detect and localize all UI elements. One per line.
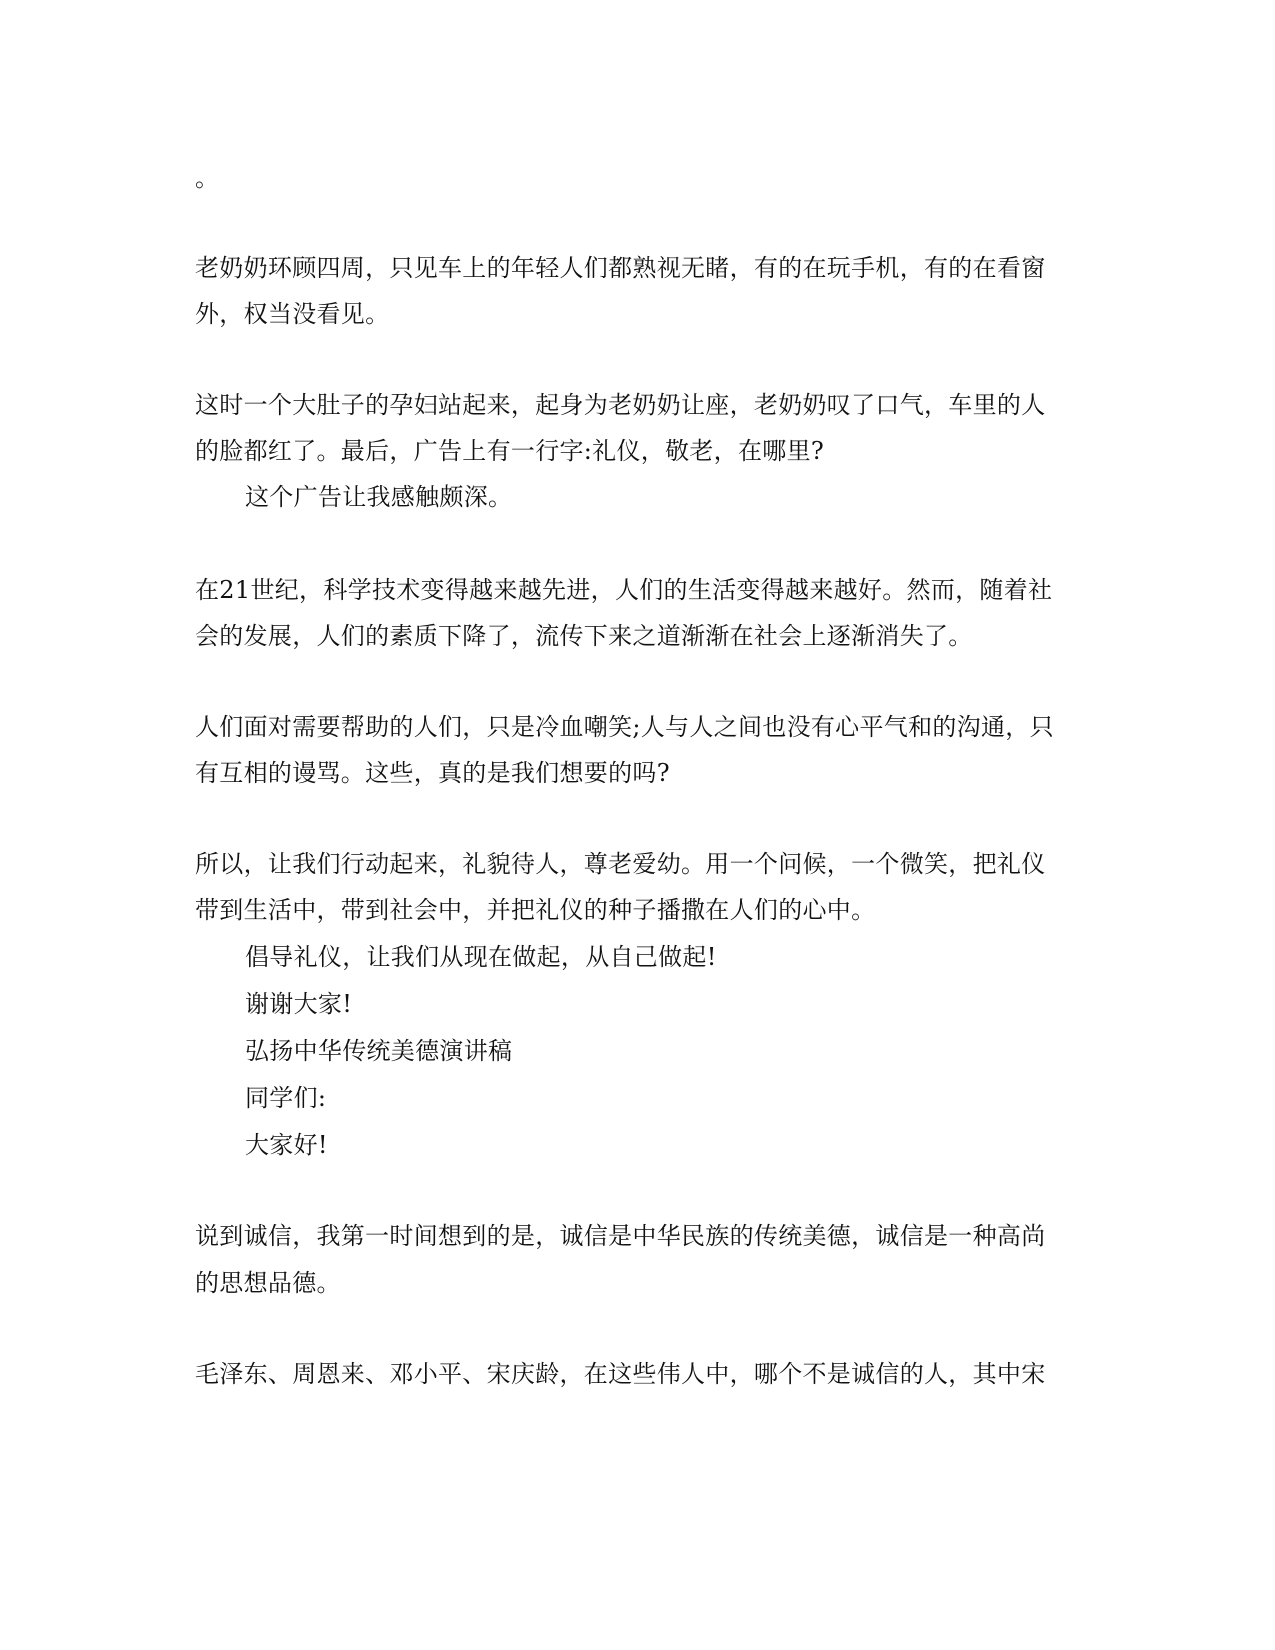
text-line: 大家好! bbox=[245, 1131, 328, 1159]
text-line: 人们面对需要帮助的人们，只是冷血嘲笑;人与人之间也没有心平气和的沟通，只 bbox=[195, 713, 1054, 741]
text-line: 的脸都红了。最后，广告上有一行字:礼仪，敬老，在哪里? bbox=[195, 437, 825, 465]
text-line: 在21世纪，科学技术变得越来越先进，人们的生活变得越来越好。然而，随着社 bbox=[195, 576, 1053, 604]
text-line: 谢谢大家! bbox=[245, 990, 353, 1018]
text-line: 会的发展，人们的素质下降了，流传下来之道渐渐在社会上逐渐消失了。 bbox=[195, 622, 973, 650]
text-line: 这时一个大肚子的孕妇站起来，起身为老奶奶让座，老奶奶叹了口气，车里的人 bbox=[195, 391, 1046, 419]
text-line: 有互相的谩骂。这些，真的是我们想要的吗? bbox=[195, 759, 670, 787]
text-line: 弘扬中华传统美德演讲稿 bbox=[245, 1037, 513, 1065]
text-line: 。 bbox=[195, 164, 220, 192]
text-line: 同学们: bbox=[245, 1084, 327, 1112]
text-line: 老奶奶环顾四周，只见车上的年轻人们都熟视无睹，有的在玩手机，有的在看窗 bbox=[195, 254, 1046, 282]
text-line: 说到诚信，我第一时间想到的是，诚信是中华民族的传统美德，诚信是一种高尚 bbox=[195, 1222, 1046, 1250]
text-line: 倡导礼仪，让我们从现在做起，从自己做起! bbox=[245, 943, 717, 971]
text-line: 的思想品德。 bbox=[195, 1269, 341, 1297]
text-line: 带到生活中，带到社会中，并把礼仪的种子播撒在人们的心中。 bbox=[195, 896, 876, 924]
text-line: 这个广告让我感触颇深。 bbox=[245, 483, 513, 511]
text-line: 外，权当没看见。 bbox=[195, 300, 390, 328]
text-line: 毛泽东、周恩来、邓小平、宋庆龄，在这些伟人中，哪个不是诚信的人，其中宋 bbox=[195, 1360, 1046, 1388]
text-line: 所以，让我们行动起来，礼貌待人，尊老爱幼。用一个问候，一个微笑，把礼仪 bbox=[195, 850, 1046, 878]
